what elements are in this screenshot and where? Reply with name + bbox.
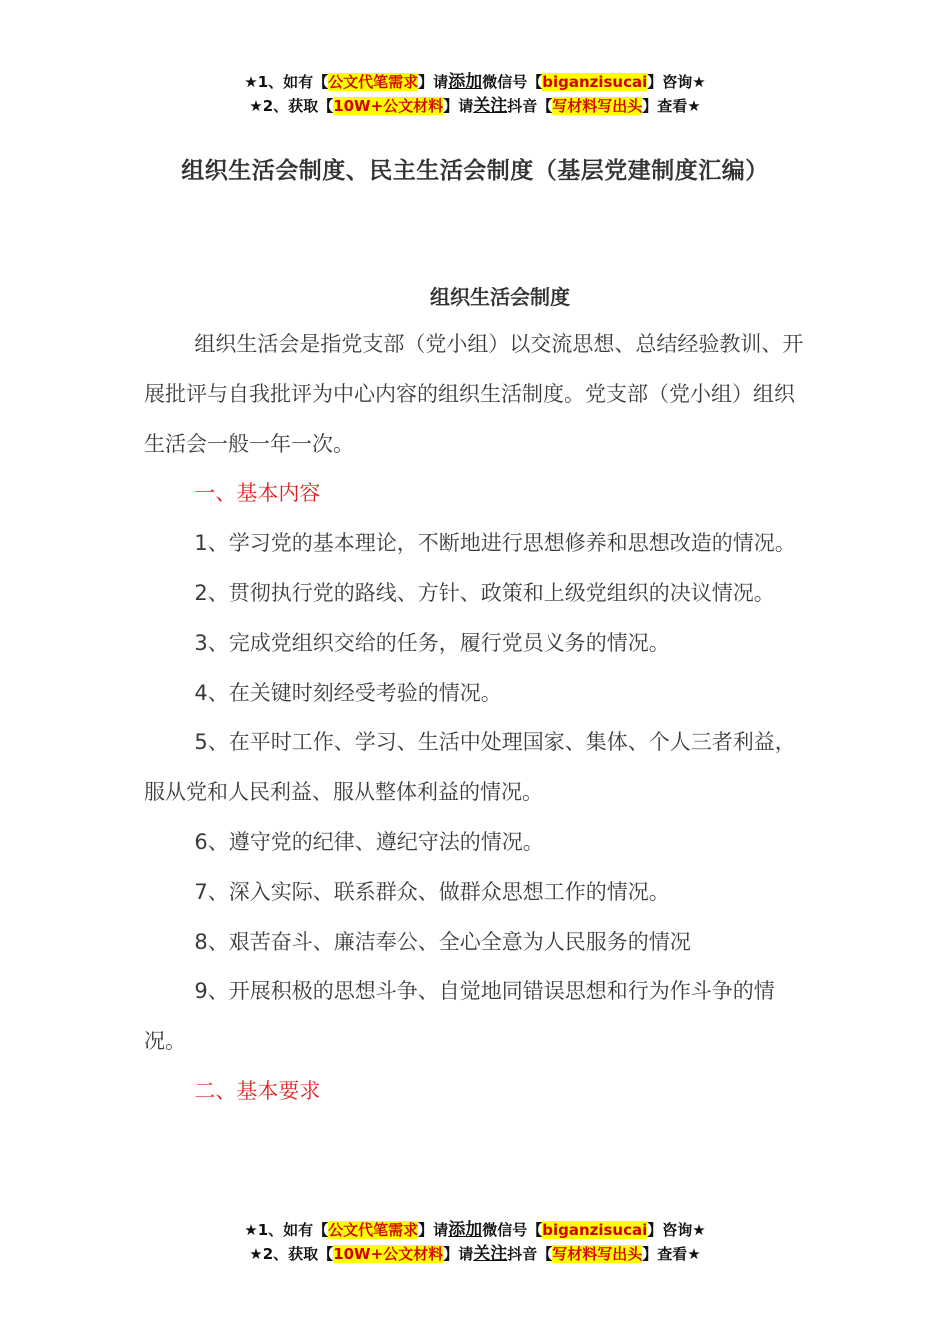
promo-text: 】请 — [443, 97, 474, 115]
section-title: 组织生活会制度 — [430, 285, 570, 309]
paragraph: 8、艰苦奋斗、廉洁奉公、全心全意为人民服务的情况 — [194, 929, 691, 954]
promo-highlight: 写材料写出头 — [552, 1245, 643, 1263]
paragraph: 5、在平时工作、学习、生活中处理国家、集体、个人三者利益，服从党和人民利益、服从整体利益的情况。 — [144, 730, 796, 805]
promo-highlight: 10W+公文材料 — [333, 1245, 444, 1263]
section-heading: 一、基本内容 — [194, 481, 321, 506]
promo-banner-bottom — [0, 1218, 950, 1266]
promo-line-2 — [0, 1242, 950, 1266]
promo-text: 】请 — [418, 1221, 449, 1239]
promo-underlined: 关注 — [473, 1244, 508, 1264]
paragraph: 7、深入实际、联系群众、做群众思想工作的情况。 — [194, 879, 670, 904]
promo-highlight: biganzisucai — [542, 73, 648, 91]
promo-highlight: biganzisucai — [542, 1221, 648, 1239]
paragraph: 6、遵守党的纪律、遵纪守法的情况。 — [194, 829, 544, 854]
promo-text: ★1、如有【 — [244, 73, 329, 91]
promo-text: 】请 — [443, 1245, 474, 1263]
promo-text: 抖音【 — [507, 97, 553, 115]
paragraph: 4、在关键时刻经受考验的情况。 — [194, 680, 502, 705]
promo-underlined: 关注 — [473, 96, 508, 116]
promo-text: 微信号【 — [482, 73, 543, 91]
paragraph: 9、开展积极的思想斗争、自觉地同错误思想和行为作斗争的情况。 — [144, 979, 775, 1054]
promo-line-1 — [0, 70, 950, 94]
promo-line-2 — [0, 94, 950, 118]
document-body — [144, 320, 814, 1117]
promo-banner-top — [0, 70, 950, 118]
promo-text: 】查看★ — [642, 97, 701, 115]
paragraph: 组织生活会是指党支部（党小组）以交流思想、总结经验教训、开展批评与自我批评为中心内容的组织生活制度。党支部（党小组）组织生活会一般一年一次。 — [144, 332, 804, 456]
promo-text: 】查看★ — [642, 1245, 701, 1263]
promo-text: 】请 — [418, 73, 449, 91]
paragraph: 3、完成党组织交给的任务，履行党员义务的情况。 — [194, 630, 670, 655]
promo-highlight: 公文代笔需求 — [328, 73, 419, 91]
promo-text: ★2、获取【 — [249, 97, 334, 115]
promo-text: 】咨询★ — [647, 1221, 706, 1239]
promo-text: 微信号【 — [482, 1221, 543, 1239]
promo-highlight: 写材料写出头 — [552, 97, 643, 115]
paragraph: 1、学习党的基本理论，不断地进行思想修养和思想改造的情况。 — [194, 531, 796, 556]
promo-line-1 — [0, 1218, 950, 1242]
promo-highlight: 10W+公文材料 — [333, 97, 444, 115]
promo-text: ★1、如有【 — [244, 1221, 329, 1239]
document-title: 组织生活会制度、民主生活会制度（基层党建制度汇编） — [181, 158, 769, 184]
section-heading: 二、基本要求 — [194, 1078, 321, 1103]
promo-text: 抖音【 — [507, 1245, 553, 1263]
promo-highlight: 公文代笔需求 — [328, 1221, 419, 1239]
promo-underlined: 添加 — [448, 1220, 483, 1240]
paragraph: 2、贯彻执行党的路线、方针、政策和上级党组织的决议情况。 — [194, 580, 775, 605]
promo-text: ★2、获取【 — [249, 1245, 334, 1263]
promo-text: 】咨询★ — [647, 73, 706, 91]
promo-underlined: 添加 — [448, 72, 483, 92]
